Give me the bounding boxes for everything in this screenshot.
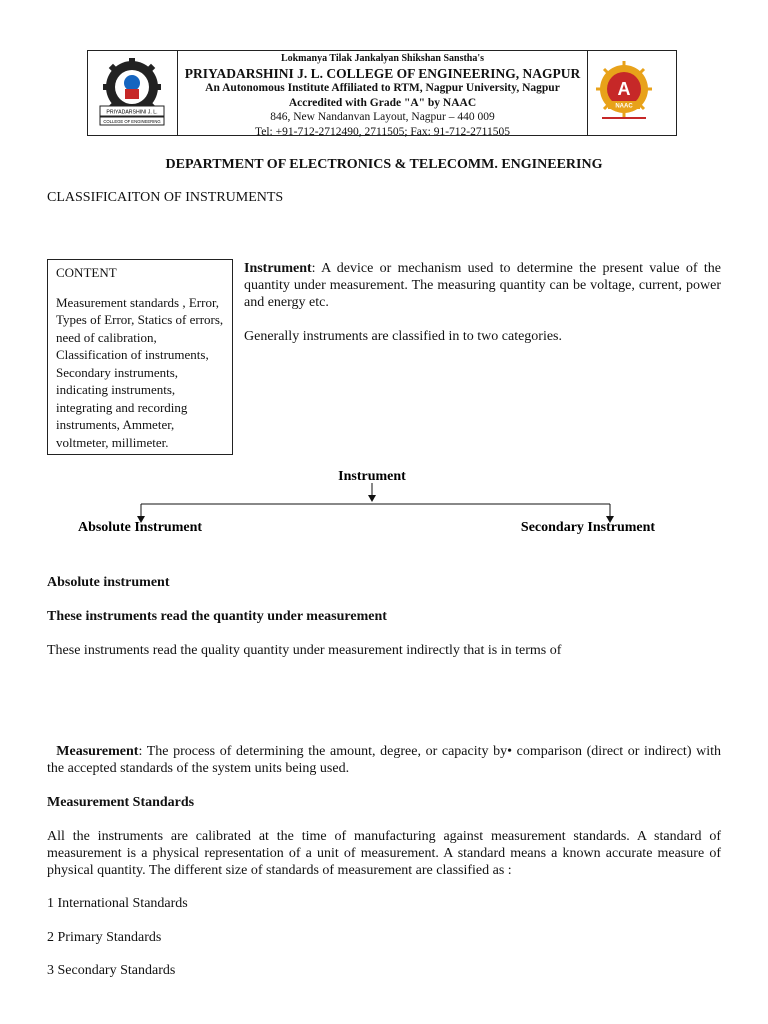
standards-text: All the instruments are calibrated at the time of manufacturing against measurement standards. A standard of measurement is a physical representation of a unit of measurement. A standard means a known accurate measure of physical quantity. The different size of standards of measurement are classified as : — [47, 829, 721, 878]
instrument-diagram — [60, 462, 700, 547]
address: 846, New Nandanvan Layout, Nagpur – 440 009 — [270, 111, 495, 123]
naac-grade-text: A — [617, 79, 631, 99]
header-text — [178, 51, 587, 138]
logo-name-text: PRIYADARSHINI J. L. — [106, 109, 158, 116]
contact: Tel: +91-712-2712490, 2711505; Fax: 91-712-2711505 — [255, 125, 510, 138]
absolute-text: These instruments read the quality quantity under measurement indirectly that is in terms of — [47, 643, 562, 658]
bullet-mark: • — [507, 744, 513, 759]
diagram-right-label: Secondary Instrument — [520, 520, 656, 535]
absolute-subheading: These instruments read the quantity under measurement — [47, 609, 387, 624]
college-header — [87, 50, 677, 136]
standards-list-item: 2 Primary Standards — [47, 930, 162, 945]
naac-logo — [587, 51, 676, 135]
accreditation: Accredited with Grade "A" by NAAC — [288, 96, 477, 109]
diagram-root-label: Instrument — [338, 469, 406, 484]
college-logo — [88, 51, 178, 135]
college-logo-icon — [88, 51, 176, 135]
measurement-text-after: comparison (direct or indirect) with the accepted standards of the system units being used. — [47, 744, 721, 776]
content-title: CONTENT — [56, 265, 117, 280]
naac-label-text: NAAC — [615, 103, 633, 110]
instrument-definition — [244, 260, 721, 345]
measurement-term: Measurement — [56, 744, 139, 759]
diagram-left-label: Absolute Instrument — [77, 520, 203, 535]
society-name: Lokmanya Tilak Jankalyan Shikshan Sanstha's — [280, 53, 485, 64]
categories-line: Generally instruments are classified in to two categories. — [244, 329, 563, 344]
standards-heading: Measurement Standards — [47, 795, 195, 810]
standards-list-item: 1 International Standards — [47, 896, 188, 911]
classification-tree — [60, 462, 700, 542]
logo-sub-text: COLLEGE OF ENGINEERING — [103, 119, 161, 124]
content-body: Measurement standards , Error, Types of Error, Statics of errors, need of calibration, Classification of instruments, Secondary instruments, indicating instruments, integrating and recording instruments, Ammeter, voltmeter, millimeter. — [56, 294, 224, 450]
standards-list-item: 3 Secondary Standards — [47, 963, 176, 978]
absolute-heading: Absolute instrument — [47, 575, 170, 590]
content-box — [47, 259, 233, 455]
measurement-text-before: : The process of determining the amount, degree, or capacity by — [138, 744, 508, 759]
instrument-term: Instrument — [244, 261, 312, 276]
instrument-def-text: : A device or mechanism used to determine the present value of the quantity under measurement. The measuring quantity can be voltage, current, power and energy etc. — [244, 261, 721, 310]
college-name: PRIYADARSHINI J. L. COLLEGE OF ENGINEERING, NAGPUR — [184, 65, 581, 81]
affiliation: An Autonomous Institute Affiliated to RTM, Nagpur University, Nagpur — [205, 82, 560, 94]
topic-title: CLASSIFICAITON OF INSTRUMENTS — [47, 190, 284, 205]
naac-badge-icon — [588, 51, 675, 135]
department-title: DEPARTMENT OF ELECTRONICS & TELECOMM. ENGINEERING — [165, 157, 603, 172]
measurement-definition — [47, 743, 721, 777]
